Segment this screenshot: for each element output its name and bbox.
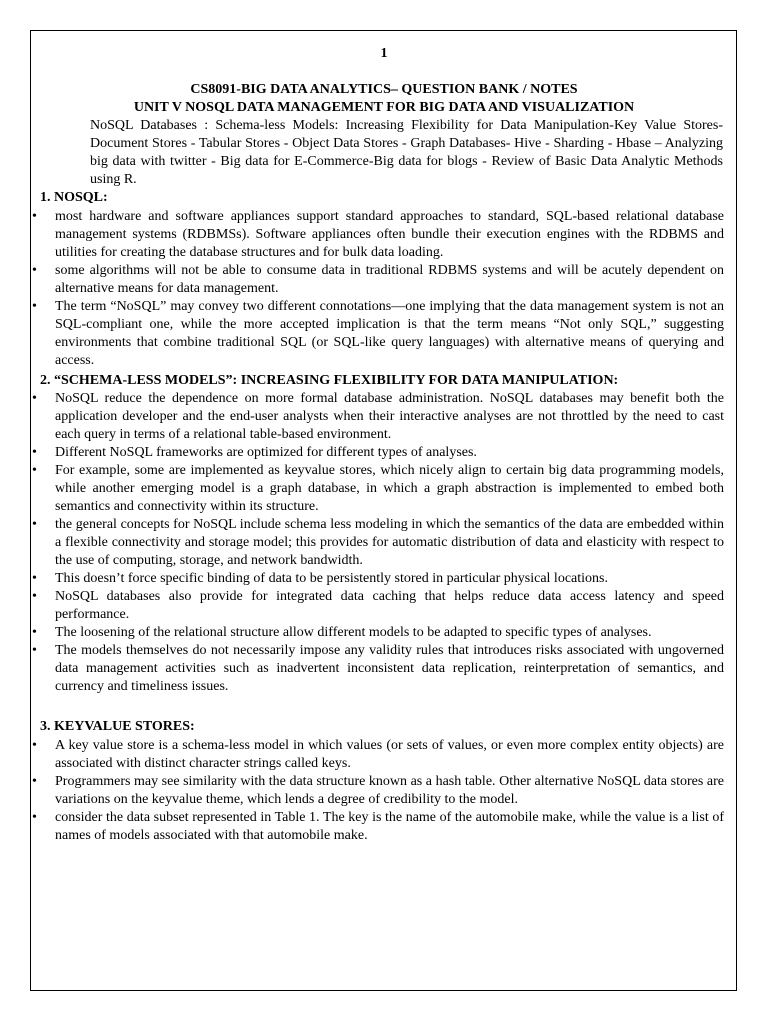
section-heading-schema-less: 2. “SCHEMA-LESS MODELS”: INCREASING FLEXIBILITY FOR DATA MANIPULATION: — [40, 373, 619, 388]
list-item: • most hardware and software appliances support standard approaches to standard, SQL-based relational database management systems (RDBMSs). Software appliances often bundle their execution engines with the RDBMS and utilities for creating the database structures and for bulk data loading. — [30, 208, 724, 262]
list-item: • The loosening of the relational structure allow different models to be adapted to specific types of analyses. — [30, 624, 724, 642]
section-keyvalue-bullets — [30, 737, 724, 845]
section-schema-less-bullets — [30, 390, 724, 696]
unit-title: UNIT V NOSQL DATA MANAGEMENT FOR BIG DATA AND VISUALIZATION — [133, 100, 635, 115]
syllabus-text: NoSQL Databases : Schema-less Models: Increasing Flexibility for Data Manipulation-Key Value Stores- Document Stores - Tabular Stores - Object Data Stores - Graph Databases- Hive - Sharding - Hbase – Analyzing big data with twitter - Big data for E-Commerce-Big data for blogs - Review of Basic Data Analytic Methods using R. — [90, 118, 723, 187]
document-title: CS8091-BIG DATA ANALYTICS– QUESTION BANK / NOTES — [190, 82, 578, 97]
page-number: 1 — [380, 46, 388, 61]
list-item: • The term “NoSQL” may convey two different connotations—one implying that the data management system is not an SQL-compliant one, while the more accepted implication is that the term means “Not only SQL,” suggesting environments that combine traditional SQL (or SQL-like query languages) with alternative means of querying and access. — [30, 298, 724, 370]
list-item: • some algorithms will not be able to consume data in traditional RDBMS systems and will be acutely dependent on alternative means for data management. — [30, 262, 724, 298]
list-item: • A key value store is a schema-less model in which values (or sets of values, or even more complex entity objects) are associated with distinct character strings called keys. — [30, 737, 724, 773]
section-nosql-bullets — [30, 208, 724, 370]
list-item: • For example, some are implemented as keyvalue stores, which nicely align to certain big data programming models, while another emerging model is a graph database, in which a graph abstraction is implemented to embed both semantics and connectivity within its structure. — [30, 462, 724, 516]
list-item: • Different NoSQL frameworks are optimized for different types of analyses. — [30, 444, 724, 462]
list-item: • the general concepts for NoSQL include schema less modeling in which the semantics of the data are embedded within a flexible connectivity and storage model; this provides for automatic distribution of data and elasticity with respect to the use of computing, storage, and network bandwidth. — [30, 516, 724, 570]
list-item: • The models themselves do not necessarily impose any validity rules that introduces risks associated with ungoverned data management activities such as inadvertent inconsistent data replication, reinterpretation of semantics, and currency and timeliness issues. — [30, 642, 724, 696]
list-item: • This doesn’t force specific binding of data to be persistently stored in particular physical locations. — [30, 570, 724, 588]
list-item: • NoSQL reduce the dependence on more formal database administration. NoSQL databases may benefit both the application developer and the end-user analysts when their interactive analyses are not throttled by the need to cast each query in terms of a relational table-based environment. — [30, 390, 724, 444]
list-item: • NoSQL databases also provide for integrated data caching that helps reduce data access latency and speed performance. — [30, 588, 724, 624]
section-heading-keyvalue: 3. KEYVALUE STORES: — [40, 719, 195, 734]
list-item: • consider the data subset represented in Table 1. The key is the name of the automobile make, while the value is a list of names of models associated with that automobile make. — [30, 809, 724, 845]
section-heading-nosql: 1. NOSQL: — [40, 190, 108, 205]
list-item: • Programmers may see similarity with the data structure known as a hash table. Other alternative NoSQL data stores are variations on the keyvalue theme, which lends a degree of credibility to the model. — [30, 773, 724, 809]
